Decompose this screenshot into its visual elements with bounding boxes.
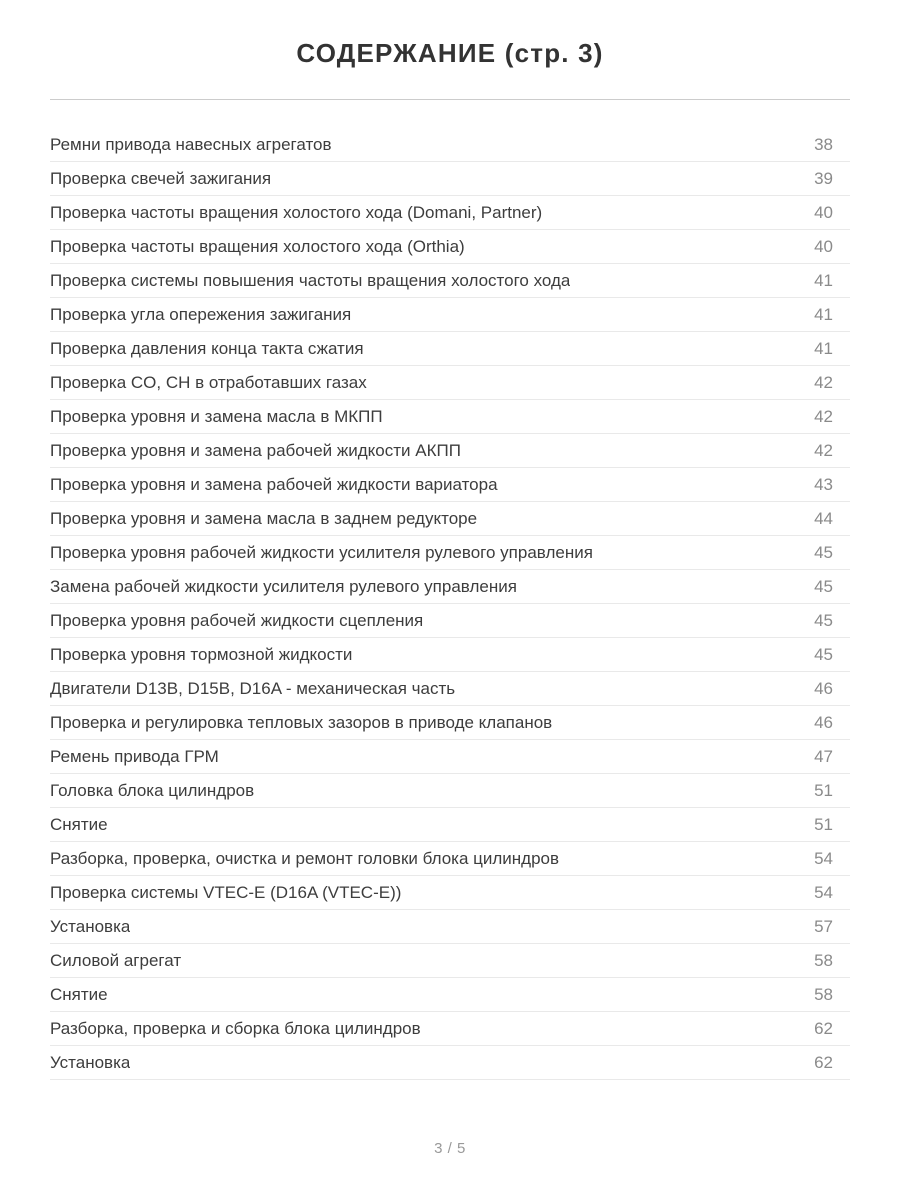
title-divider (50, 99, 850, 100)
toc-item-label: Проверка частоты вращения холостого хода (Domani, Partner) (50, 202, 543, 222)
toc-item-label: Установка (50, 1052, 131, 1072)
toc-item-page: 45 (814, 610, 833, 630)
toc-item-label: Проверка CO, CH в отработавших газах (50, 372, 367, 392)
toc-item-label: Замена рабочей жидкости усилителя рулевого управления (50, 576, 517, 596)
toc-row[interactable] (50, 910, 850, 944)
toc-item-page: 45 (814, 542, 833, 562)
toc-item-label: Проверка давления конца такта сжатия (50, 338, 364, 358)
toc-item-page: 40 (814, 236, 833, 256)
toc-row[interactable] (50, 774, 850, 808)
toc-item-page: 58 (814, 950, 833, 970)
toc-item-label: Проверка уровня рабочей жидкости усилителя рулевого управления (50, 542, 593, 562)
toc-row[interactable] (50, 876, 850, 910)
toc-item-label: Проверка уровня рабочей жидкости сцепления (50, 610, 424, 630)
toc-item-label: Проверка угла опережения зажигания (50, 304, 352, 324)
toc-row[interactable] (50, 468, 850, 502)
toc-row[interactable] (50, 196, 850, 230)
toc-item-label: Проверка частоты вращения холостого хода (Orthia) (50, 236, 465, 256)
toc-row[interactable] (50, 604, 850, 638)
toc-item-page: 43 (814, 474, 833, 494)
toc-item-page: 54 (814, 882, 833, 902)
toc-row[interactable] (50, 1046, 850, 1080)
toc-item-page: 57 (814, 916, 833, 936)
toc-row[interactable] (50, 570, 850, 604)
toc-item-page: 46 (814, 712, 833, 732)
toc-item-page: 41 (814, 304, 833, 324)
toc-row[interactable] (50, 502, 850, 536)
toc-item-page: 46 (814, 678, 833, 698)
toc-item-page: 47 (814, 746, 833, 766)
toc-item-label: Проверка системы VTEC-E (D16A (VTEC-E)) (50, 882, 402, 902)
toc-item-label: Разборка, проверка и сборка блока цилиндров (50, 1018, 421, 1038)
toc-row[interactable] (50, 706, 850, 740)
toc-row[interactable] (50, 298, 850, 332)
toc-row[interactable] (50, 638, 850, 672)
toc-item-page: 58 (814, 984, 833, 1004)
toc-item-label: Снятие (50, 984, 108, 1004)
toc-row[interactable] (50, 978, 850, 1012)
toc-item-label: Проверка свечей зажигания (50, 168, 272, 188)
toc-item-label: Разборка, проверка, очистка и ремонт головки блока цилиндров (50, 848, 560, 868)
toc-item-page: 51 (814, 814, 833, 834)
toc-item-page: 51 (814, 780, 833, 800)
toc-item-label: Проверка уровня и замена масла в МКПП (50, 406, 383, 426)
toc-item-page: 62 (814, 1052, 833, 1072)
toc-item-label: Проверка уровня и замена масла в заднем редукторе (50, 508, 478, 528)
toc-item-label: Ремень привода ГРМ (50, 746, 219, 766)
toc-row[interactable] (50, 842, 850, 876)
toc-item-page: 45 (814, 576, 833, 596)
toc-item-label: Силовой агрегат (50, 950, 182, 970)
toc-row[interactable] (50, 162, 850, 196)
page-title: СОДЕРЖАНИЕ (стр. 3) (296, 38, 604, 68)
toc-item-label: Проверка уровня и замена рабочей жидкости АКПП (50, 440, 461, 460)
toc-row[interactable] (50, 434, 850, 468)
toc-item-label: Ремни привода навесных агрегатов (50, 134, 332, 154)
toc-row[interactable] (50, 740, 850, 774)
toc-row[interactable] (50, 1012, 850, 1046)
toc-item-page: 40 (814, 202, 833, 222)
toc-item-label: Проверка системы повышения частоты вращения холостого хода (50, 270, 571, 290)
toc-item-page: 39 (814, 168, 833, 188)
toc-item-page: 38 (814, 134, 833, 154)
toc-row[interactable] (50, 264, 850, 298)
page-indicator: 3 / 5 (434, 1140, 466, 1157)
toc-item-label: Снятие (50, 814, 108, 834)
toc-row[interactable] (50, 536, 850, 570)
toc-item-page: 42 (814, 406, 833, 426)
toc-row[interactable] (50, 128, 850, 162)
toc-row[interactable] (50, 366, 850, 400)
toc-item-page: 42 (814, 372, 833, 392)
toc-item-label: Проверка и регулировка тепловых зазоров в приводе клапанов (50, 712, 553, 732)
toc-item-label: Установка (50, 916, 131, 936)
toc-item-label: Проверка уровня тормозной жидкости (50, 644, 353, 664)
toc-page (50, 0, 850, 1200)
toc-row[interactable] (50, 808, 850, 842)
toc-item-label: Двигатели D13B, D15B, D16A - механическая часть (50, 678, 456, 698)
toc-item-label: Головка блока цилиндров (50, 780, 255, 800)
toc-item-page: 62 (814, 1018, 833, 1038)
toc-row[interactable] (50, 230, 850, 264)
toc-row[interactable] (50, 944, 850, 978)
toc-row[interactable] (50, 672, 850, 706)
toc-item-page: 44 (814, 508, 833, 528)
toc-item-page: 45 (814, 644, 833, 664)
toc-item-label: Проверка уровня и замена рабочей жидкости вариатора (50, 474, 498, 494)
toc-item-page: 54 (814, 848, 833, 868)
toc-item-page: 41 (814, 338, 833, 358)
toc-row[interactable] (50, 332, 850, 366)
toc-item-page: 41 (814, 270, 833, 290)
toc-item-page: 42 (814, 440, 833, 460)
toc-row[interactable] (50, 400, 850, 434)
toc-list (50, 108, 850, 1080)
